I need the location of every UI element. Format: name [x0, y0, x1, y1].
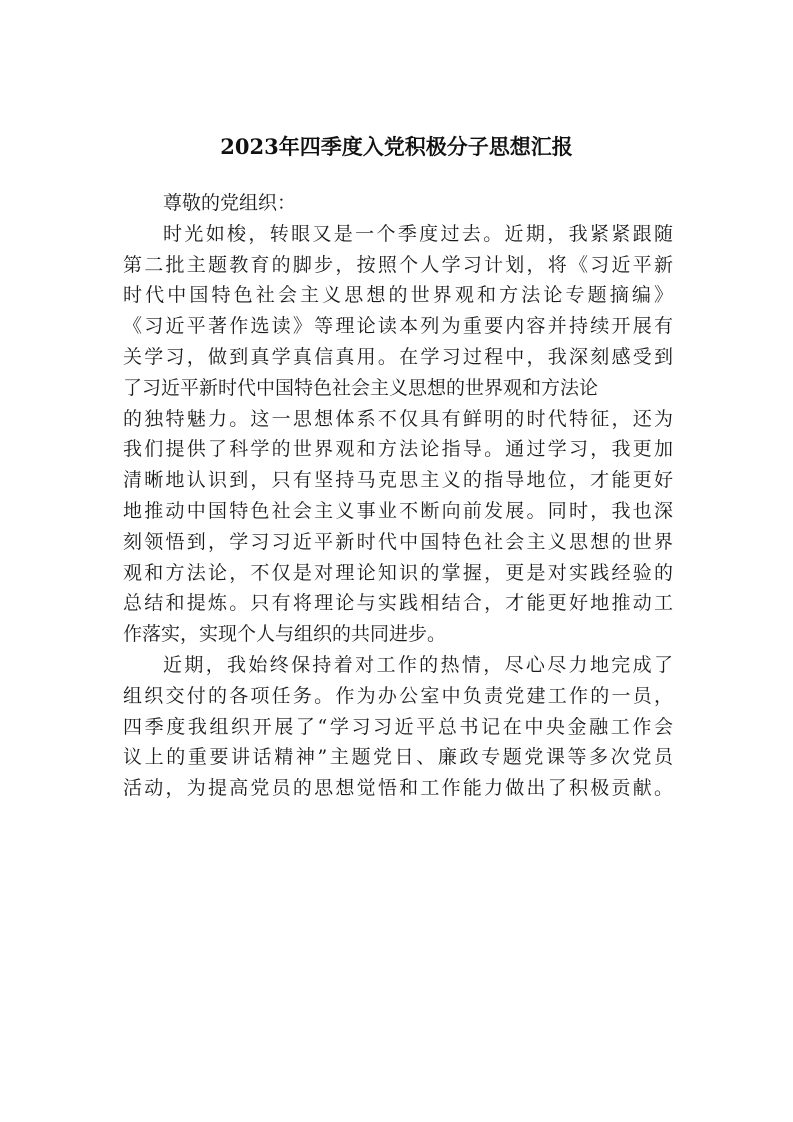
salutation: 尊敬的党组织： — [163, 192, 297, 214]
paragraph-line: 活动，为提高党员的思想觉悟和工作能力做出了积极贡献。 — [123, 777, 673, 800]
paragraph-line: 我们提供了科学的世界观和方法论指导。通过学习，我更加 — [123, 438, 673, 461]
paragraph-line: 了习近平新时代中国特色社会主义思想的世界观和方法论 — [123, 376, 599, 399]
document-body — [123, 188, 673, 804]
paragraph-line: 清晰地认识到，只有坚持马克思主义的指导地位，才能更好 — [123, 469, 673, 492]
paragraph-line: 时光如梭，转眼又是一个季度过去。近期，我紧紧跟随 — [163, 222, 673, 245]
paragraph-2 — [123, 650, 673, 804]
paragraph-line: 组织交付的各项任务。作为办公室中负责党建工作的一员， — [123, 684, 673, 707]
paragraph-line: 观和方法论，不仅是对理论知识的掌握，更是对实践经验的 — [123, 561, 673, 584]
paragraph-line: 时代中国特色社会主义思想的世界观和方法论专题摘编》 — [123, 284, 673, 307]
paragraph-line: 第二批主题教育的脚步，按照个人学习计划，将《习近平新 — [123, 253, 673, 276]
paragraph-line: 议上的重要讲话精神”主题党日、廉政专题党课等多次党员 — [123, 746, 673, 769]
document-title: 2023年四季度入党积极分子思想汇报 — [220, 134, 573, 159]
paragraph-1 — [123, 219, 673, 650]
paragraph-line: 地推动中国特色社会主义事业不断向前发展。同时，我也深 — [123, 499, 673, 522]
paragraph-line: 关学习，做到真学真信真用。在学习过程中，我深刻感受到 — [123, 345, 673, 368]
paragraph-line: 四季度我组织开展了“学习习近平总书记在中央金融工作会 — [123, 715, 673, 738]
paragraph-line: 《习近平著作选读》等理论读本列为重要内容并持续开展有 — [123, 315, 673, 338]
paragraph-line: 作落实，实现个人与组织的共同进步。 — [123, 623, 447, 646]
paragraph-line: 总结和提炼。只有将理论与实践相结合，才能更好地推动工 — [123, 592, 673, 615]
paragraph-line: 近期，我始终保持着对工作的热情，尽心尽力地完成了 — [163, 653, 673, 676]
paragraph-line: 的独特魅力。这一思想体系不仅具有鲜明的时代特征，还为 — [123, 407, 673, 430]
paragraph-line: 刻领悟到，学习习近平新时代中国特色社会主义思想的世界 — [123, 530, 673, 553]
